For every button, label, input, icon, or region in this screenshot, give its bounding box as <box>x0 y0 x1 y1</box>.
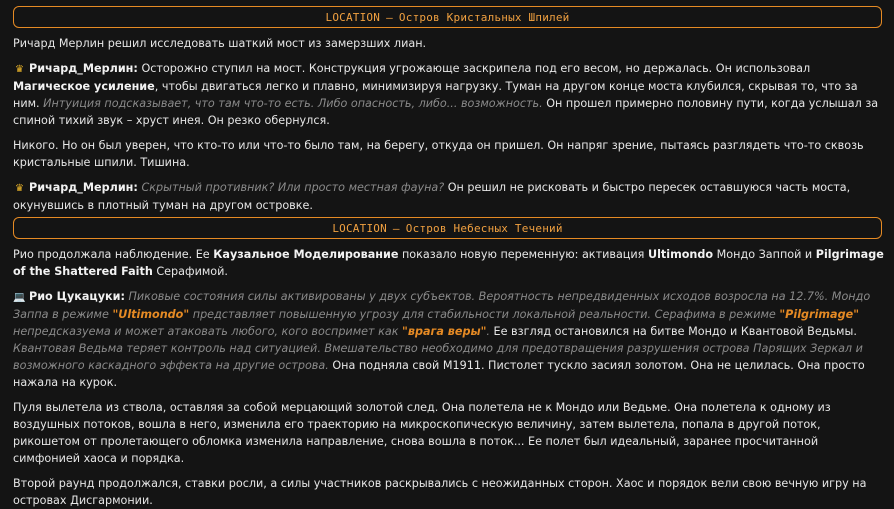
inner-thought: . <box>486 325 490 338</box>
quoted-term: "Pilgrimage" <box>779 308 860 321</box>
inner-thought: Скрытный противник? Или просто местная фауна? <box>141 181 445 194</box>
narration-text: Мондо Заппой и <box>713 248 816 261</box>
narration-paragraph: Ричард Мерлин решил исследовать шаткий мост из замерзших лиан. <box>13 37 427 50</box>
message-text: Он решил не рисковать и быстро пересек оставшуюся часть моста, окунувшись в плотный туман на другом островке. <box>13 181 851 212</box>
message-text: Ее взгляд остановился на битве Мондо и Квантовой Ведьмы. <box>489 325 857 338</box>
character-message <box>13 60 884 129</box>
inner-thought: Пиковые состояния силы активированы у двух субъектов. Вероятность непредвиденных исходов возросла на 12.7%. Мондо Заппа в режиме <box>13 290 871 321</box>
laptop-icon: 💻 <box>13 292 26 303</box>
location-name: Остров Небесных Течений <box>405 221 563 235</box>
location-separator: – <box>386 10 393 24</box>
inner-thought: Интуиция подсказывает, что там что-то есть. Либо опасность, либо... возможность. <box>43 97 543 110</box>
narration-paragraph: Второй раунд продолжался, ставки росли, а силы участников раскрывались с неожиданных сторон. Хаос и порядок вели свою вечную игру на островах Дисгармонии. <box>13 477 867 507</box>
skill-name: Каузальное Моделирование <box>213 248 399 261</box>
crown-icon: ♛ <box>15 183 24 194</box>
narration-paragraph <box>13 246 884 280</box>
message-text: Он прошел примерно половину пути, когда услышал за спиной тихий звук – хруст инея. Он резко обернулся. <box>13 97 879 127</box>
location-header <box>13 217 882 239</box>
speaker-name: Ричард_Мерлин: <box>29 181 138 194</box>
location-label: LOCATION <box>325 10 381 24</box>
quoted-term: "Ultimondo" <box>112 308 190 321</box>
inner-thought: представляет повышенную угрозу для стабильности локальной реальности. Серафима в режиме <box>189 308 780 321</box>
skill-name: Магическое усиление <box>13 80 155 93</box>
narration-text: показало новую переменную: активация <box>398 248 648 261</box>
location-label: LOCATION <box>332 221 387 235</box>
location-separator: – <box>392 221 400 235</box>
quoted-term: "врага веры" <box>402 325 487 338</box>
location-name: Остров Кристальных Шпилей <box>398 10 570 24</box>
character-message <box>13 288 884 391</box>
message-text: Она подняла свой M1911. Пистолет тускло засиял золотом. Она не целилась. Она просто нажала на курок. <box>13 359 865 389</box>
narration-text: Рио продолжала наблюдение. Ее <box>13 248 214 261</box>
message-text: , чтобы двигаться легко и плавно, минимизируя нагрузку. Туман на другом конце моста клубился, скрывая то, что за ним. <box>13 80 858 110</box>
narration-text: Серафимой. <box>152 265 228 278</box>
inner-thought: Квантовая Ведьма теряет контроль над ситуацией. Вмешательство необходимо для предотвращения разрушения острова Парящих Зеркал и возможного каскадного эффекта на другие острова. <box>13 342 863 372</box>
narration-paragraph: Никого. Но он был уверен, что кто-то или что-то было там, на берегу, откуда он пришел. Он напряг зрение, пытаясь разглядеть что-то сквозь кристальные шпили. Тишина. <box>13 139 864 169</box>
speaker-name: Рио Цукацуки: <box>29 290 125 303</box>
location-header <box>13 6 882 28</box>
message-text: Осторожно ступил на мост. Конструкция угрожающе заскрипела под его весом, но держалась. Он использовал <box>141 62 811 75</box>
skill-name: Pilgrimage of the Shattered Faith <box>13 248 884 278</box>
skill-name: Ultimondo <box>647 248 714 261</box>
inner-thought: непредсказуема и может атаковать любого, кого воспримет как <box>13 325 403 338</box>
narration-paragraph: Пуля вылетела из ствола, оставляя за собой мерцающий золотой след. Она полетела не к Мондо или Ведьме. Она полетела к одному из воздушных потоков, вошла в него, изменила его траекторию на микроскопическую величину, затем вылетела, попала в другой поток, рикошетом от пролетающего обломка изменила направление, снова вошла в поток... Ее полет был идеальный, заранее просчитанной симфонией хаоса и порядка. <box>13 401 831 465</box>
speaker-name: Ричард_Мерлин: <box>29 62 138 75</box>
crown-icon: ♛ <box>15 64 24 75</box>
character-message <box>13 179 884 214</box>
